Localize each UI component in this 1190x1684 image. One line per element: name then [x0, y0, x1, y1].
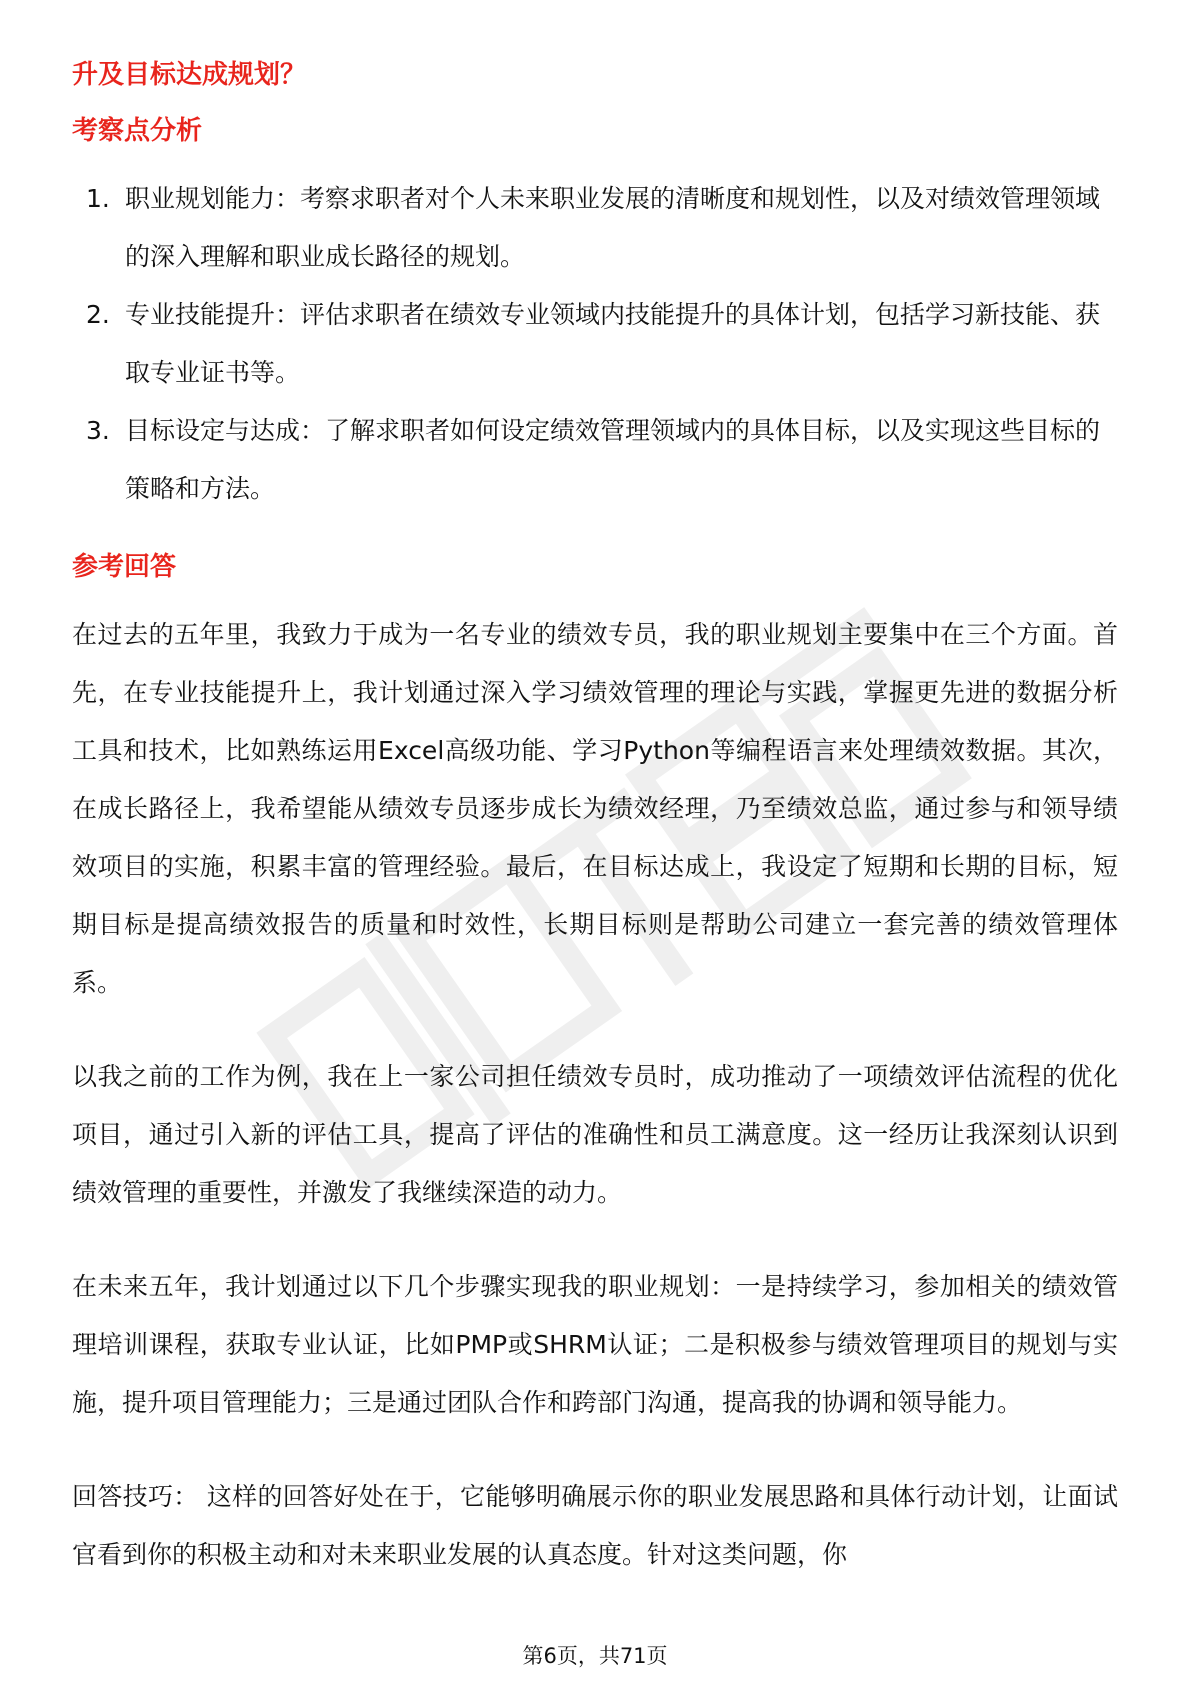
list-item [72, 402, 1118, 518]
list-number: 2. [86, 300, 110, 329]
analysis-list [72, 170, 1118, 518]
list-number: 1. [86, 184, 110, 213]
analysis-heading: 考察点分析 [72, 116, 203, 146]
list-number: 3. [86, 416, 110, 445]
answer-paragraph: 在未来五年，我计划通过以下几个步骤实现我的职业规划：一是持续学习，参加相关的绩效管理培训课程，获取专业认证，比如PMP或SHRM认证；二是积极参与绩效管理项目的规划与实施，提升项目管理能力；三是通过团队合作和跨部门沟通，提高我的协调和领导能力。 [72, 1272, 1118, 1417]
answer-tips-paragraph: 回答技巧： 这样的回答好处在于，它能够明确展示你的职业发展思路和具体行动计划，让面试官看到你的积极主动和对未来职业发展的认真态度。针对这类问题，你 [72, 1482, 1118, 1569]
list-text: 目标设定与达成：了解求职者如何设定绩效管理领域内的具体目标，以及实现这些目标的策略和方法。 [125, 416, 1101, 503]
list-item [72, 170, 1118, 286]
page-number-footer: 第6页，共71页 [522, 1644, 668, 1668]
document-body [72, 56, 1118, 1620]
list-text: 专业技能提升：评估求职者在绩效专业领域内技能提升的具体计划，包括学习新技能、获取专业证书等。 [125, 300, 1101, 387]
question-title: 升及目标达成规划？ [72, 60, 307, 90]
answer-heading: 参考回答 [72, 552, 177, 582]
answer-paragraph: 以我之前的工作为例，我在上一家公司担任绩效专员时，成功推动了一项绩效评估流程的优化项目，通过引入新的评估工具，提高了评估的准确性和员工满意度。这一经历让我深刻认识到绩效管理的重要性，并激发了我继续深造的动力。 [72, 1062, 1118, 1207]
list-text: 职业规划能力：考察求职者对个人未来职业发展的清晰度和规划性，以及对绩效管理领域的深入理解和职业成长路径的规划。 [125, 184, 1101, 271]
list-item [72, 286, 1118, 402]
answer-paragraph: 在过去的五年里，我致力于成为一名专业的绩效专员，我的职业规划主要集中在三个方面。首先，在专业技能提升上，我计划通过深入学习绩效管理的理论与实践，掌握更先进的数据分析工具和技术，比如熟练运用Excel高级功能、学习Python等编程语言来处理绩效数据。其次，在成长路径上，我希望能从绩效专员逐步成长为绩效经理，乃至绩效总监，通过参与和领导绩效项目的实施，积累丰富的管理经验。最后，在目标达成上，我设定了短期和长期的目标，短期目标是提高绩效报告的质量和时效性，长期目标则是帮助公司建立一套完善的绩效管理体系。 [72, 620, 1118, 997]
